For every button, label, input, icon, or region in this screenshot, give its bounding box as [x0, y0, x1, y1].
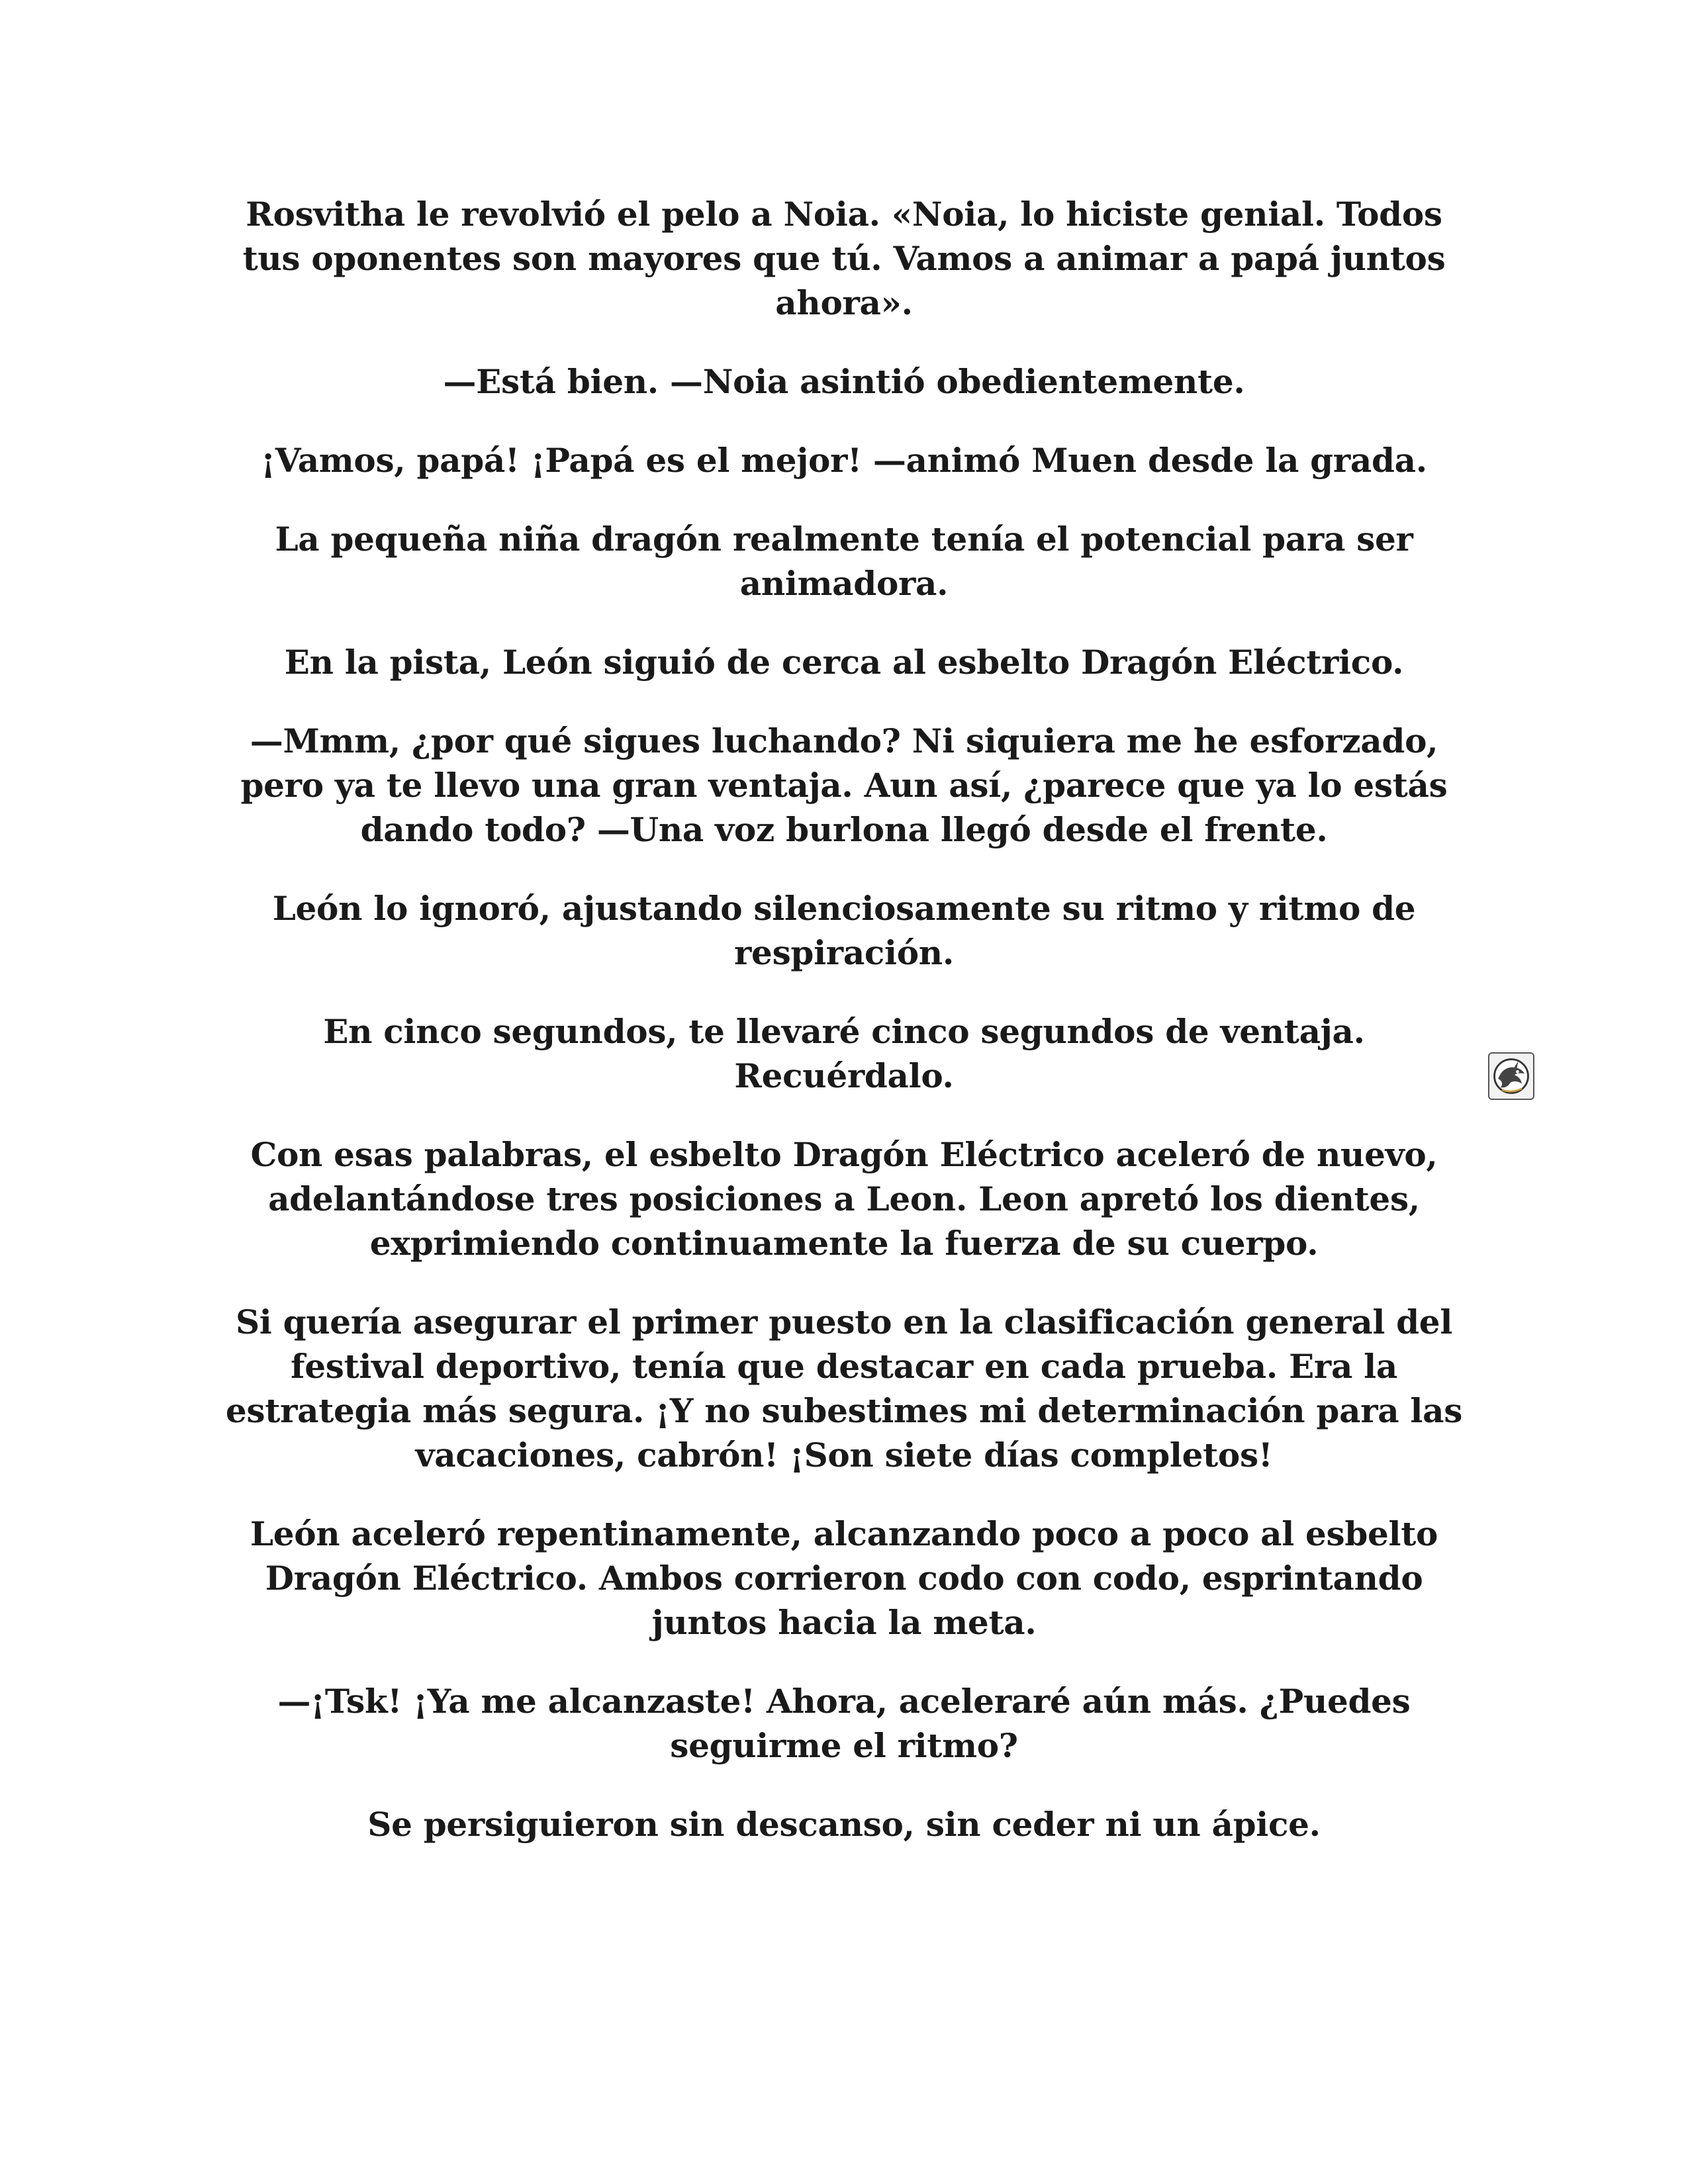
paragraph: ¡Vamos, papá! ¡Papá es el mejor! —animó Muen desde la grada.: [261, 441, 1427, 480]
paragraph: —Mmm, ¿por qué sigues luchando? Ni siquiera me he esforzado, pero ya te llevo una gran ventaja. Aun así, ¿parece que ya lo estás dando todo? —Una voz burlona llegó desde el frente.: [240, 721, 1448, 849]
paragraph: —Está bien. —Noia asintió obedientemente.: [443, 362, 1245, 401]
paragraph: León aceleró repentinamente, alcanzando poco a poco al esbelto Dragón Eléctrico. Ambos corrieron codo con codo, esprintando juntos hacia la meta.: [250, 1514, 1438, 1642]
paragraph: En la pista, León siguió de cerca al esbelto Dragón Eléctrico.: [284, 643, 1404, 682]
dragon-emblem-icon: [1488, 1052, 1534, 1100]
paragraph: Si quería asegurar el primer puesto en la clasificación general del festival deportivo, tenía que destacar en cada prueba. Era la estrategia más segura. ¡Y no subestimes mi determinación para las vacaciones, cabrón! ¡Son siete días completos!: [225, 1302, 1463, 1475]
paragraph: La pequeña niña dragón realmente tenía el potencial para ser animadora.: [275, 520, 1413, 603]
paragraph: —¡Tsk! ¡Ya me alcanzaste! Ahora, aceleraré aún más. ¿Puedes seguirme el ritmo?: [277, 1682, 1411, 1765]
document-body: [225, 192, 1463, 1881]
paragraph: León lo ignoró, ajustando silenciosamente su ritmo y ritmo de respiración.: [272, 889, 1416, 972]
paragraph: Rosvitha le revolvió el pelo a Noia. «Noia, lo hiciste genial. Todos tus oponentes son mayores que tú. Vamos a animar a papá juntos ahora».: [242, 195, 1446, 322]
paragraph: Se persiguieron sin descanso, sin ceder ni un ápice.: [367, 1805, 1321, 1844]
paragraph: En cinco segundos, te llevaré cinco segundos de ventaja. Recuérdalo.: [323, 1012, 1365, 1095]
paragraph: Con esas palabras, el esbelto Dragón Eléctrico aceleró de nuevo, adelantándose tres posiciones a Leon. Leon apretó los dientes, exprimiendo continuamente la fuerza de su cuerpo.: [250, 1135, 1438, 1263]
